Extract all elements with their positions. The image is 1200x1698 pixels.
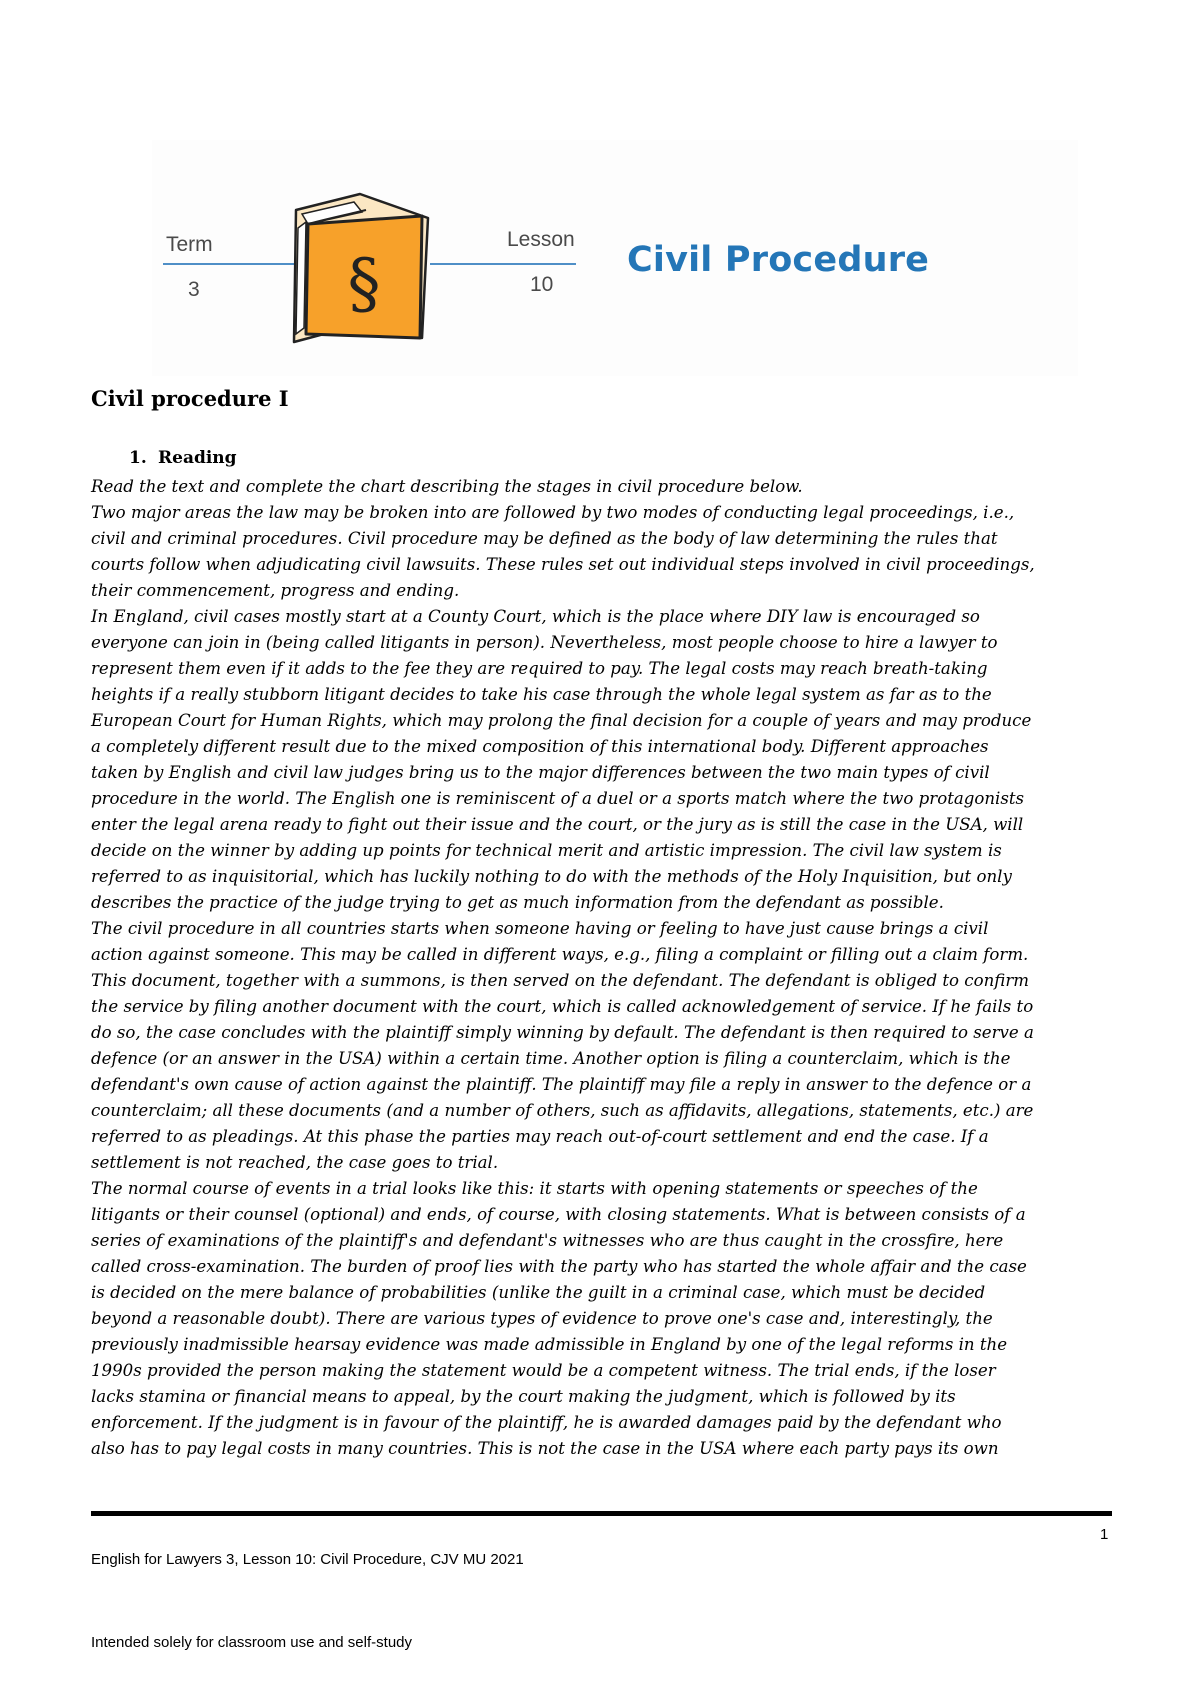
text-line: lacks stamina or financial means to appeal, by the court making the judgment, which is followed by its xyxy=(91,1387,956,1406)
text-line: procedure in the world. The English one is reminiscent of a duel or a sports match where the two protagonists xyxy=(91,789,1025,808)
text-line: referred to as pleadings. At this phase the parties may reach out-of-court settlement and end the case. If a xyxy=(91,1127,989,1146)
text-line: enter the legal arena ready to fight out their issue and the court, or the jury as is still the case in the USA, will xyxy=(91,815,1024,834)
text-line: called cross-examination. The burden of proof lies with the party who has started the whole affair and the case xyxy=(91,1257,1027,1276)
text-line: enforcement. If the judgment is in favour of the plaintiff, he is awarded damages paid by the defendant who xyxy=(91,1413,1002,1432)
text-line: describes the practice of the judge trying to get as much information from the defendant as possible. xyxy=(91,893,944,912)
term-value: 3 xyxy=(188,278,200,301)
text-line: beyond a reasonable doubt). There are various types of evidence to prove one's case and, interestingly, the xyxy=(91,1309,993,1328)
text-line: counterclaim; all these documents (and a number of others, such as affidavits, allegations, statements, etc.) are xyxy=(91,1101,1034,1120)
text-line: is decided on the mere balance of probabilities (unlike the guilt in a criminal case, which must be decided xyxy=(91,1283,986,1302)
text-line: civil and criminal procedures. Civil procedure may be defined as the body of law determining the rules that xyxy=(91,529,998,548)
text-line: a completely different result due to the mixed composition of this international body. Different approaches xyxy=(91,737,989,756)
banner-rule-left xyxy=(163,263,299,265)
section-number: 1. xyxy=(129,448,147,468)
page-number: 1 xyxy=(1100,1526,1109,1543)
text-line: defendant's own cause of action against the plaintiff. The plaintiff may file a reply in answer to the defence or a xyxy=(91,1075,1032,1094)
text-line: defence (or an answer in the USA) within a certain time. Another option is filing a counterclaim, which is the xyxy=(91,1049,1011,1068)
text-line: taken by English and civil law judges bring us to the major differences between the two main types of civil xyxy=(91,763,990,782)
text-line: action against someone. This may be called in different ways, e.g., filing a complaint or filling out a claim form. xyxy=(91,945,1029,964)
page-title: Civil procedure I xyxy=(91,386,289,411)
lesson-label: Lesson xyxy=(507,228,575,251)
section-title: Reading xyxy=(158,448,237,468)
text-line: everyone can join in (being called litigants in person). Nevertheless, most people choose to hire a lawyer to xyxy=(91,633,998,652)
text-line: litigants or their counsel (optional) and ends, of course, with closing statements. What is between consists of a xyxy=(91,1205,1026,1224)
text-line: previously inadmissible hearsay evidence was made admissible in England by one of the legal reforms in the xyxy=(91,1335,1008,1354)
text-line: their commencement, progress and ending. xyxy=(91,581,460,600)
law-book-icon xyxy=(290,188,438,348)
text-line: The normal course of events in a trial looks like this: it starts with opening statements or speeches of the xyxy=(91,1179,978,1198)
section-heading xyxy=(129,448,237,468)
footer-rule xyxy=(91,1511,1112,1516)
text-line: The civil procedure in all countries starts when someone having or feeling to have just cause brings a civil xyxy=(91,919,989,938)
text-line: referred to as inquisitorial, which has luckily nothing to do with the methods of the Holy Inquisition, but only xyxy=(91,867,1012,886)
text-line: 1990s provided the person making the statement would be a competent witness. The trial ends, if the loser xyxy=(91,1361,996,1380)
banner-rule-right xyxy=(430,263,576,265)
text-line: This document, together with a summons, is then served on the defendant. The defendant is obliged to confirm xyxy=(91,971,1030,990)
text-line: represent them even if it adds to the fee they are required to pay. The legal costs may reach breath-taking xyxy=(91,659,988,678)
text-line: settlement is not reached, the case goes to trial. xyxy=(91,1153,499,1172)
text-line: do so, the case concludes with the plaintiff simply winning by default. The defendant is then required to serve a xyxy=(91,1023,1034,1042)
text-line: Two major areas the law may be broken into are followed by two modes of conducting legal proceedings, i.e., xyxy=(91,503,1015,522)
text-line: courts follow when adjudicating civil lawsuits. These rules set out individual steps involved in civil proceedings, xyxy=(91,555,1035,574)
text-line: the service by filing another document with the court, which is called acknowledgement of service. If he fails to xyxy=(91,997,1034,1016)
text-line: Read the text and complete the chart describing the stages in civil procedure below. xyxy=(91,477,803,496)
text-line: decide on the winner by adding up points for technical merit and artistic impression. The civil law system is xyxy=(91,841,1002,860)
lesson-value: 10 xyxy=(530,273,554,296)
footer-usage-note: Intended solely for classroom use and self-study xyxy=(91,1634,412,1651)
text-line: European Court for Human Rights, which may prolong the final decision for a couple of years and may produce xyxy=(91,711,1032,730)
paragraph-symbol: § xyxy=(347,245,381,322)
text-line: also has to pay legal costs in many countries. This is not the case in the USA where each party pays its own xyxy=(91,1439,999,1458)
banner-title: Civil Procedure xyxy=(627,240,930,280)
footer-course-line: English for Lawyers 3, Lesson 10: Civil Procedure, CJV MU 2021 xyxy=(91,1551,524,1568)
text-line: series of examinations of the plaintiff's and defendant's witnesses who are thus caught in the crossfire, here xyxy=(91,1231,1004,1250)
text-line: heights if a really stubborn litigant decides to take his case through the whole legal system as far as to the xyxy=(91,685,992,704)
reading-text xyxy=(91,474,1121,1462)
term-label: Term xyxy=(166,233,213,256)
text-line: In England, civil cases mostly start at a County Court, which is the place where DIY law is encouraged so xyxy=(91,607,980,626)
